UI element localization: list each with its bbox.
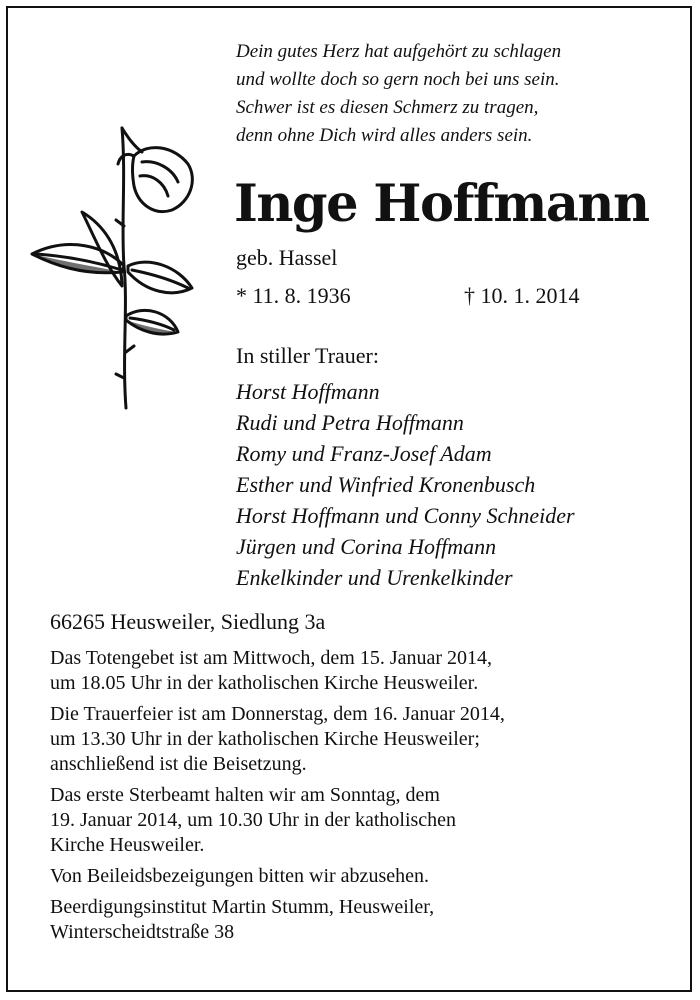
memorial-verse: Dein gutes Herz hat aufgehört zu schlagen und wollte doch so gern noch bei uns sein. Schwer ist es diesen Schmerz zu tragen, denn ohne Dich wird alles anders sein. (236, 41, 562, 146)
funeral-home: Beerdigungsinstitut Martin Stumm, Heusweiler, Winterscheidtstraße 38 (50, 896, 435, 943)
mourning-heading: In stiller Trauer: (236, 343, 379, 368)
mourner-name: Horst Hoffmann und Conny Schneider (236, 503, 575, 528)
birth-date: * 11. 8. 1936 (236, 283, 351, 308)
funeral-info: Die Trauerfeier ist am Donnerstag, dem 16. Januar 2014, um 13.30 Uhr in der katholischen Kirche Heusweiler; anschließend ist die Beisetzung. (50, 703, 505, 775)
family-address: 66265 Heusweiler, Siedlung 3a (50, 609, 326, 634)
mourner-name: Esther und Winfried Kronenbusch (236, 472, 536, 497)
mourners-list (236, 376, 575, 593)
notice-details (50, 608, 670, 951)
mourner-name: Jürgen und Corina Hoffmann (236, 534, 497, 559)
deceased-name: Inge Hoffmann (234, 174, 649, 234)
wilted-rose-icon (22, 116, 202, 412)
death-date: † 10. 1. 2014 (464, 283, 580, 308)
mourner-name: Rudi und Petra Hoffmann (236, 410, 464, 435)
mourner-name: Enkelkinder und Urenkelkinder (236, 565, 513, 590)
birth-name: geb. Hassel (236, 245, 338, 270)
condolence-note: Von Beileidsbezeigungen bitten wir abzusehen. (50, 865, 429, 887)
prayer-info: Das Totengebet ist am Mittwoch, dem 15. Januar 2014, um 18.05 Uhr in der katholischen Kirche Heusweiler. (50, 647, 493, 694)
obituary-notice (6, 6, 692, 992)
mourner-name: Romy und Franz-Josef Adam (236, 441, 492, 466)
requiem-info: Das erste Sterbeamt halten wir am Sonntag, dem 19. Januar 2014, um 10.30 Uhr in der katholischen Kirche Heusweiler. (50, 784, 457, 856)
mourner-name: Horst Hoffmann (236, 379, 380, 404)
